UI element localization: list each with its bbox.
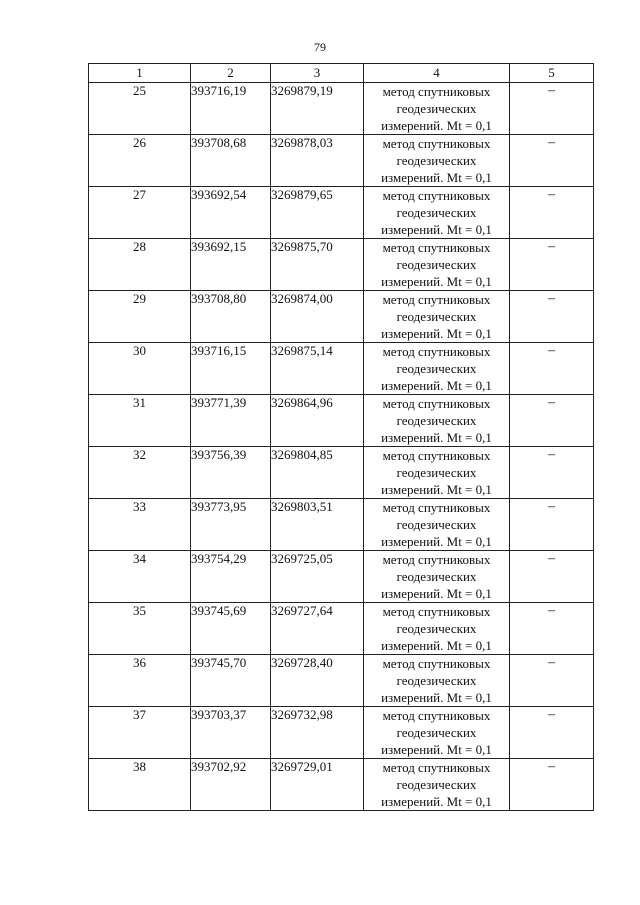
method-text-line3: измерений. Mt = 0,1 [381, 534, 492, 549]
table-row [89, 551, 594, 603]
y-coordinate-cell: 3269725,05 [271, 551, 364, 603]
method-text-line2: геодезических [396, 777, 477, 792]
table-row [89, 395, 594, 447]
col5-cell: – [510, 83, 594, 135]
method-cell [364, 551, 510, 603]
table-row [89, 707, 594, 759]
point-number-cell: 33 [89, 499, 191, 551]
table-row [89, 187, 594, 239]
method-text-line1: метод спутниковых [382, 656, 491, 671]
table-row [89, 239, 594, 291]
table-row [89, 759, 594, 811]
table-row [89, 343, 594, 395]
table-row [89, 499, 594, 551]
header-col-2: 2 [191, 64, 271, 83]
point-number-cell: 36 [89, 655, 191, 707]
x-coordinate-cell: 393692,54 [191, 187, 271, 239]
header-col-1: 1 [89, 64, 191, 83]
table-row [89, 655, 594, 707]
x-coordinate-cell: 393745,70 [191, 655, 271, 707]
method-text-line1: метод спутниковых [382, 760, 491, 775]
method-text-line3: измерений. Mt = 0,1 [381, 118, 492, 133]
col5-cell: – [510, 447, 594, 499]
method-cell [364, 499, 510, 551]
method-cell [364, 759, 510, 811]
x-coordinate-cell: 393702,92 [191, 759, 271, 811]
point-number-cell: 31 [89, 395, 191, 447]
method-cell [364, 343, 510, 395]
col5-cell: – [510, 499, 594, 551]
y-coordinate-cell: 3269875,14 [271, 343, 364, 395]
point-number-cell: 34 [89, 551, 191, 603]
x-coordinate-cell: 393773,95 [191, 499, 271, 551]
method-text-line1: метод спутниковых [382, 396, 491, 411]
method-cell [364, 83, 510, 135]
col5-cell: – [510, 343, 594, 395]
method-text-line1: метод спутниковых [382, 344, 491, 359]
method-text-line2: геодезических [396, 725, 477, 740]
x-coordinate-cell: 393716,19 [191, 83, 271, 135]
y-coordinate-cell: 3269879,65 [271, 187, 364, 239]
y-coordinate-cell: 3269727,64 [271, 603, 364, 655]
header-col-4: 4 [364, 64, 510, 83]
method-text-line3: измерений. Mt = 0,1 [381, 586, 492, 601]
method-text-line1: метод спутниковых [382, 240, 491, 255]
y-coordinate-cell: 3269878,03 [271, 135, 364, 187]
method-text-line1: метод спутниковых [382, 292, 491, 307]
header-col-5: 5 [510, 64, 594, 83]
method-text-line2: геодезических [396, 257, 477, 272]
table-body [89, 83, 594, 811]
x-coordinate-cell: 393716,15 [191, 343, 271, 395]
method-text-line3: измерений. Mt = 0,1 [381, 326, 492, 341]
x-coordinate-cell: 393703,37 [191, 707, 271, 759]
x-coordinate-cell: 393754,29 [191, 551, 271, 603]
point-number-cell: 25 [89, 83, 191, 135]
method-text-line3: измерений. Mt = 0,1 [381, 222, 492, 237]
col5-cell: – [510, 655, 594, 707]
x-coordinate-cell: 393692,15 [191, 239, 271, 291]
method-text-line2: геодезических [396, 569, 477, 584]
point-number-cell: 26 [89, 135, 191, 187]
y-coordinate-cell: 3269804,85 [271, 447, 364, 499]
method-text-line2: геодезических [396, 465, 477, 480]
method-text-line3: измерений. Mt = 0,1 [381, 638, 492, 653]
method-text-line3: измерений. Mt = 0,1 [381, 430, 492, 445]
col5-cell: – [510, 603, 594, 655]
table-row [89, 447, 594, 499]
coordinates-table [88, 63, 594, 811]
method-text-line2: геодезических [396, 205, 477, 220]
method-text-line2: геодезических [396, 101, 477, 116]
method-text-line1: метод спутниковых [382, 188, 491, 203]
method-cell [364, 291, 510, 343]
method-text-line2: геодезических [396, 673, 477, 688]
col5-cell: – [510, 135, 594, 187]
method-cell [364, 603, 510, 655]
method-text-line2: геодезических [396, 309, 477, 324]
y-coordinate-cell: 3269879,19 [271, 83, 364, 135]
page-number: 79 [314, 40, 326, 54]
method-text-line1: метод спутниковых [382, 604, 491, 619]
method-text-line2: геодезических [396, 621, 477, 636]
col5-cell: – [510, 187, 594, 239]
method-text-line2: геодезических [396, 517, 477, 532]
y-coordinate-cell: 3269728,40 [271, 655, 364, 707]
method-cell [364, 395, 510, 447]
method-cell [364, 239, 510, 291]
method-text-line3: измерений. Mt = 0,1 [381, 690, 492, 705]
method-text-line3: измерений. Mt = 0,1 [381, 274, 492, 289]
y-coordinate-cell: 3269875,70 [271, 239, 364, 291]
method-text-line3: измерений. Mt = 0,1 [381, 378, 492, 393]
x-coordinate-cell: 393745,69 [191, 603, 271, 655]
y-coordinate-cell: 3269864,96 [271, 395, 364, 447]
header-row [89, 64, 594, 83]
point-number-cell: 29 [89, 291, 191, 343]
col5-cell: – [510, 759, 594, 811]
x-coordinate-cell: 393708,80 [191, 291, 271, 343]
col5-cell: – [510, 291, 594, 343]
method-text-line3: измерений. Mt = 0,1 [381, 482, 492, 497]
table-row [89, 603, 594, 655]
method-text-line1: метод спутниковых [382, 708, 491, 723]
point-number-cell: 35 [89, 603, 191, 655]
method-cell [364, 655, 510, 707]
method-cell [364, 187, 510, 239]
col5-cell: – [510, 395, 594, 447]
x-coordinate-cell: 393756,39 [191, 447, 271, 499]
method-text-line1: метод спутниковых [382, 500, 491, 515]
method-cell [364, 707, 510, 759]
y-coordinate-cell: 3269729,01 [271, 759, 364, 811]
header-col-3: 3 [271, 64, 364, 83]
col5-cell: – [510, 551, 594, 603]
col5-cell: – [510, 239, 594, 291]
method-text-line3: измерений. Mt = 0,1 [381, 794, 492, 809]
table-header [89, 64, 594, 83]
method-text-line3: измерений. Mt = 0,1 [381, 170, 492, 185]
method-text-line1: метод спутниковых [382, 84, 491, 99]
y-coordinate-cell: 3269803,51 [271, 499, 364, 551]
method-text-line2: геодезических [396, 153, 477, 168]
table-row [89, 83, 594, 135]
method-text-line1: метод спутниковых [382, 552, 491, 567]
y-coordinate-cell: 3269732,98 [271, 707, 364, 759]
point-number-cell: 30 [89, 343, 191, 395]
x-coordinate-cell: 393708,68 [191, 135, 271, 187]
method-text-line2: геодезических [396, 361, 477, 376]
point-number-cell: 38 [89, 759, 191, 811]
y-coordinate-cell: 3269874,00 [271, 291, 364, 343]
col5-cell: – [510, 707, 594, 759]
method-text-line3: измерений. Mt = 0,1 [381, 742, 492, 757]
method-text-line1: метод спутниковых [382, 448, 491, 463]
point-number-cell: 37 [89, 707, 191, 759]
method-text-line1: метод спутниковых [382, 136, 491, 151]
method-cell [364, 447, 510, 499]
point-number-cell: 28 [89, 239, 191, 291]
table-row [89, 291, 594, 343]
point-number-cell: 27 [89, 187, 191, 239]
table-row [89, 135, 594, 187]
x-coordinate-cell: 393771,39 [191, 395, 271, 447]
point-number-cell: 32 [89, 447, 191, 499]
method-text-line2: геодезических [396, 413, 477, 428]
method-cell [364, 135, 510, 187]
